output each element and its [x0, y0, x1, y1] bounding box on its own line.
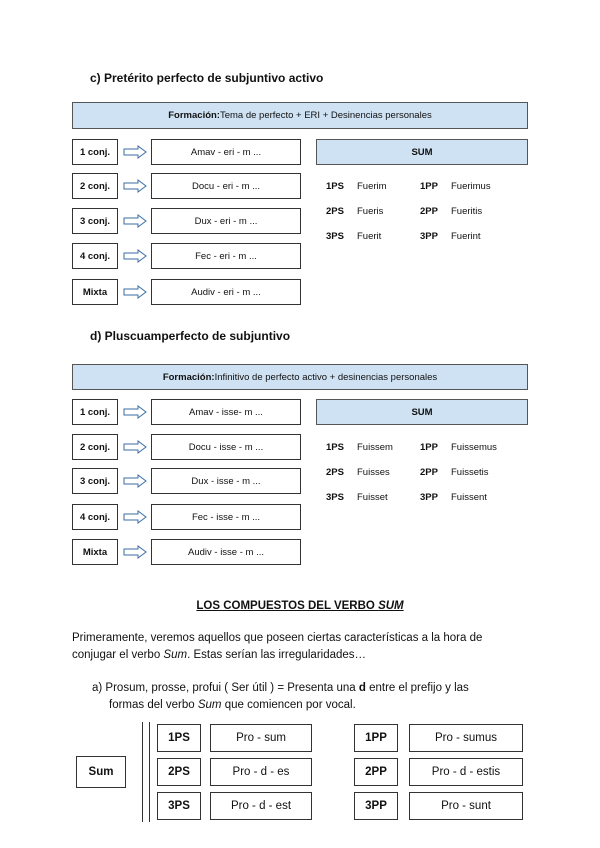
verb-form: Fuerit: [357, 231, 382, 242]
verb-form: Fuissemus: [451, 442, 497, 453]
form-cell: Pro - d - est: [210, 792, 312, 820]
sum-header: SUM: [316, 399, 528, 425]
arrow-right-icon: [123, 440, 147, 454]
verb-form: Fuerint: [451, 231, 481, 242]
formation-box: Fec - eri - m ...: [151, 243, 301, 269]
person-label: 1PP: [420, 442, 438, 453]
person-label: 1PS: [326, 442, 344, 453]
item-a-line-1: [92, 680, 532, 697]
arrow-right-icon: [123, 179, 147, 193]
arrow-right-icon: [123, 145, 147, 159]
verb-form: Fueris: [357, 206, 384, 217]
verb-form: Fuissetis: [451, 467, 489, 478]
conj-label: 1 conj.: [72, 399, 118, 425]
person-cell: 1PP: [354, 724, 398, 752]
conj-label: 4 conj.: [72, 504, 118, 530]
item-a-italic: Sum: [197, 699, 222, 711]
conj-label: 3 conj.: [72, 208, 118, 234]
person-cell: 2PP: [354, 758, 398, 786]
formation-box: Amav - eri - m ...: [151, 139, 301, 165]
section-c-formation-banner: [72, 102, 528, 129]
person-cell: 3PS: [157, 792, 201, 820]
banner-label: Formación:: [168, 110, 220, 121]
heading-italic: SUM: [378, 600, 404, 612]
person-label: 3PS: [326, 492, 344, 503]
item-a-text: que comiencen por vocal.: [221, 699, 356, 711]
formation-box: Audiv - isse - m ...: [151, 539, 301, 565]
conj-label: 2 conj.: [72, 434, 118, 460]
arrow-right-icon: [123, 285, 147, 299]
verb-form: Fuisses: [357, 467, 390, 478]
person-label: 1PS: [326, 181, 344, 192]
intro-text: . Estas serían las irregularidades…: [187, 649, 367, 661]
arrow-right-icon: [123, 510, 147, 524]
intro-line-2: [72, 647, 542, 664]
formation-box: Dux - isse - m ...: [151, 468, 301, 494]
form-cell: Pro - sum: [210, 724, 312, 752]
formation-box: Docu - eri - m ...: [151, 173, 301, 199]
verb-form: Fuerimus: [451, 181, 491, 192]
formation-box: Audiv - eri - m ...: [151, 279, 301, 305]
arrow-right-icon: [123, 545, 147, 559]
formation-box: Docu - isse - m ...: [151, 434, 301, 460]
compuestos-heading: [0, 600, 600, 612]
banner-text: Infinitivo de perfecto activo + desinencias personales: [214, 371, 438, 383]
verb-form: Fueritis: [451, 206, 483, 217]
person-label: 2PP: [420, 467, 438, 478]
item-a-text: a) Prosum, prosse, profui ( Ser útil ) = Presenta una: [92, 682, 359, 694]
verb-form: Fuisset: [357, 492, 388, 503]
banner-text: Tema de perfecto + ERI + Desinencias personales: [219, 110, 432, 121]
person-label: 2PS: [326, 467, 344, 478]
conj-label: Mixta: [72, 539, 118, 565]
person-label: 1PP: [420, 181, 438, 192]
person-cell: 2PS: [157, 758, 201, 786]
formation-box: Amav - isse- m ...: [151, 399, 301, 425]
intro-italic: Sum: [163, 649, 188, 661]
verb-form: Fuerim: [357, 181, 387, 192]
conj-label: 1 conj.: [72, 139, 118, 165]
person-label: 2PS: [326, 206, 344, 217]
form-cell: Pro - sumus: [409, 724, 523, 752]
item-a-line-2: [92, 697, 532, 714]
form-cell: Pro - sunt: [409, 792, 523, 820]
arrow-right-icon: [123, 474, 147, 488]
item-a-text: entre el prefijo y las: [365, 682, 469, 694]
section-d-formation-banner: [72, 364, 528, 390]
person-cell: 1PS: [157, 724, 201, 752]
intro-paragraph: [72, 630, 542, 664]
banner-label: Formación:: [162, 371, 215, 383]
arrow-right-icon: [123, 405, 147, 419]
item-a-text: formas del verbo: [109, 699, 198, 711]
sum-header: SUM: [316, 139, 528, 165]
conj-label: Mixta: [72, 279, 118, 305]
bracket-line: [149, 722, 150, 822]
conj-label: 3 conj.: [72, 468, 118, 494]
person-label: 3PP: [420, 231, 438, 242]
intro-line-1: Primeramente, veremos aquellos que poseen ciertas características a la hora de: [72, 632, 483, 644]
person-label: 3PP: [420, 492, 438, 503]
verb-form: Fuissent: [451, 492, 487, 503]
arrow-right-icon: [123, 214, 147, 228]
section-c-title: c) Pretérito perfecto de subjuntivo activo: [90, 71, 324, 85]
formation-box: Dux - eri - m ...: [151, 208, 301, 234]
sum-label-box: Sum: [76, 756, 126, 788]
arrow-right-icon: [123, 249, 147, 263]
person-label: 3PS: [326, 231, 344, 242]
item-a-bold: d: [358, 682, 366, 694]
conj-label: 2 conj.: [72, 173, 118, 199]
conj-label: 4 conj.: [72, 243, 118, 269]
intro-text: conjugar el verbo: [72, 649, 164, 661]
section-d-title: d) Pluscuamperfecto de subjuntivo: [90, 329, 291, 343]
verb-form: Fuissem: [357, 442, 393, 453]
form-cell: Pro - d - es: [210, 758, 312, 786]
item-a-paragraph: [92, 680, 532, 714]
person-cell: 3PP: [354, 792, 398, 820]
form-cell: Pro - d - estis: [409, 758, 523, 786]
formation-box: Fec - isse - m ...: [151, 504, 301, 530]
heading-main: LOS COMPUESTOS DEL VERBO: [196, 600, 379, 612]
bracket-line: [142, 722, 143, 822]
person-label: 2PP: [420, 206, 438, 217]
